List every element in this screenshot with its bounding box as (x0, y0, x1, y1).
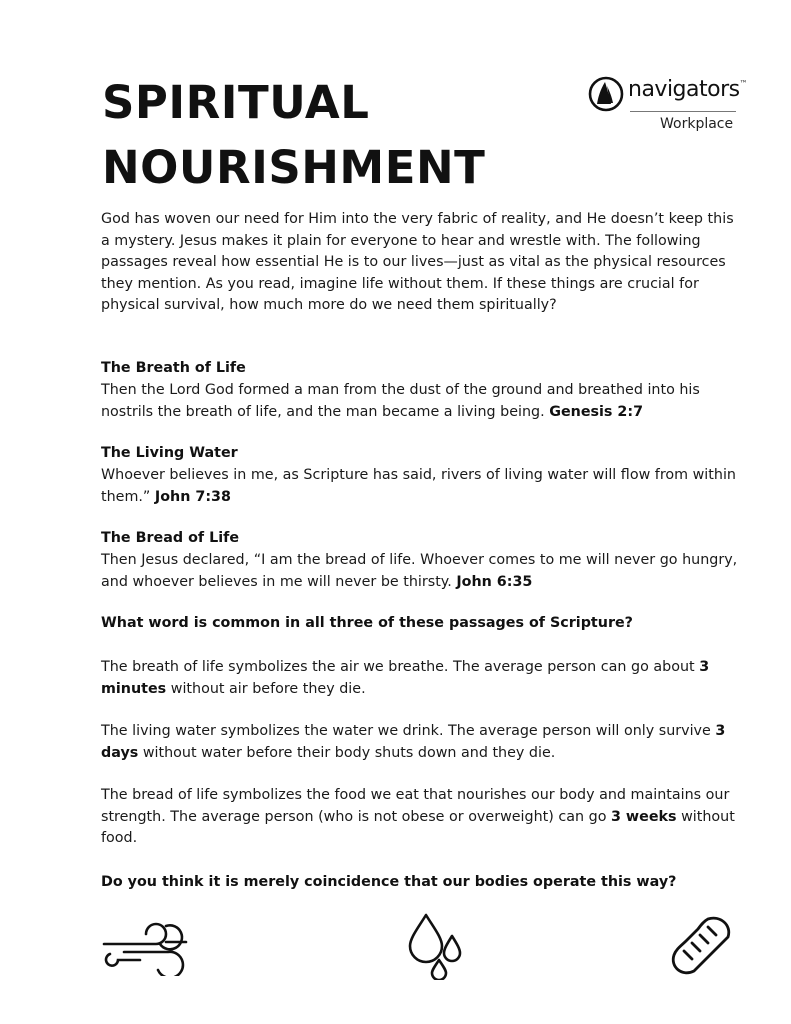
passage-text-water: Whoever believes in me, as Scripture has said, rivers of living water will flow from within them.” John 7:38 (101, 467, 736, 505)
fact-air: The breath of life symbolizes the air we breathe. The average person can go about 3 minutes without air before they die. (101, 659, 710, 697)
title-line-2: NOURISHMENT (102, 141, 486, 194)
fact-food: The bread of life symbolizes the food we eat that nourishes our body and maintains our strength. The average person (who is not obese or overweight) can go 3 weeks without food. (101, 787, 735, 847)
title-line-1: SPIRITUAL (102, 76, 370, 129)
question-common-word: What word is common in all three of these passages of Scripture? (101, 615, 633, 631)
fact-food-duration: 3 weeks (611, 808, 677, 825)
fact-air-duration: 3 minutes (101, 659, 710, 697)
page-title (102, 70, 485, 200)
passage-reference-breath: Genesis 2:7 (549, 403, 644, 420)
question-coincidence: Do you think it is merely coincidence that our bodies operate this way? (101, 874, 677, 890)
sailboat-logo-icon (588, 76, 624, 112)
passage-reference-water: John 7:38 (154, 488, 231, 505)
intro-paragraph: God has woven our need for Him into the very fabric of reality, and He doesn’t keep this a mystery. Jesus makes it plain for everyone to hear and wrestle with. The following passages reveal how essential He is to our lives—just as vital as the physical resources they mention. As you read, imagine life without them. If these things are crucial for physical survival, how much more do we need them spiritually? (101, 211, 734, 314)
passage-heading-bread: The Bread of Life (101, 530, 240, 546)
fact-water: The living water symbolizes the water we drink. The average person will only survive 3 days without water before their body shuts down and they die. (101, 723, 726, 761)
passage-heading-breath: The Breath of Life (101, 360, 246, 376)
fact-water-duration: 3 days (101, 723, 726, 761)
logo-divider (630, 111, 736, 112)
passage-heading-water: The Living Water (101, 445, 238, 461)
logo-wordmark: navigators™ (628, 77, 748, 102)
logo-trademark: ™ (739, 79, 748, 88)
passage-reference-bread: John 6:35 (456, 573, 533, 590)
passage-text-bread: Then Jesus declared, “I am the bread of life. Whoever comes to me will never go hungry, and whoever believes in me will never be thirsty. John 6:35 (101, 552, 738, 590)
bread-icon (668, 913, 734, 979)
wind-icon (100, 914, 192, 976)
logo-subtitle: Workplace (660, 116, 734, 132)
passage-text-breath: Then the Lord God formed a man from the dust of the ground and breathed into his nostrils the breath of life, and the man became a living being. Genesis 2:7 (101, 382, 700, 420)
navigators-workplace-logo (588, 76, 748, 136)
water-drops-icon (404, 912, 466, 980)
